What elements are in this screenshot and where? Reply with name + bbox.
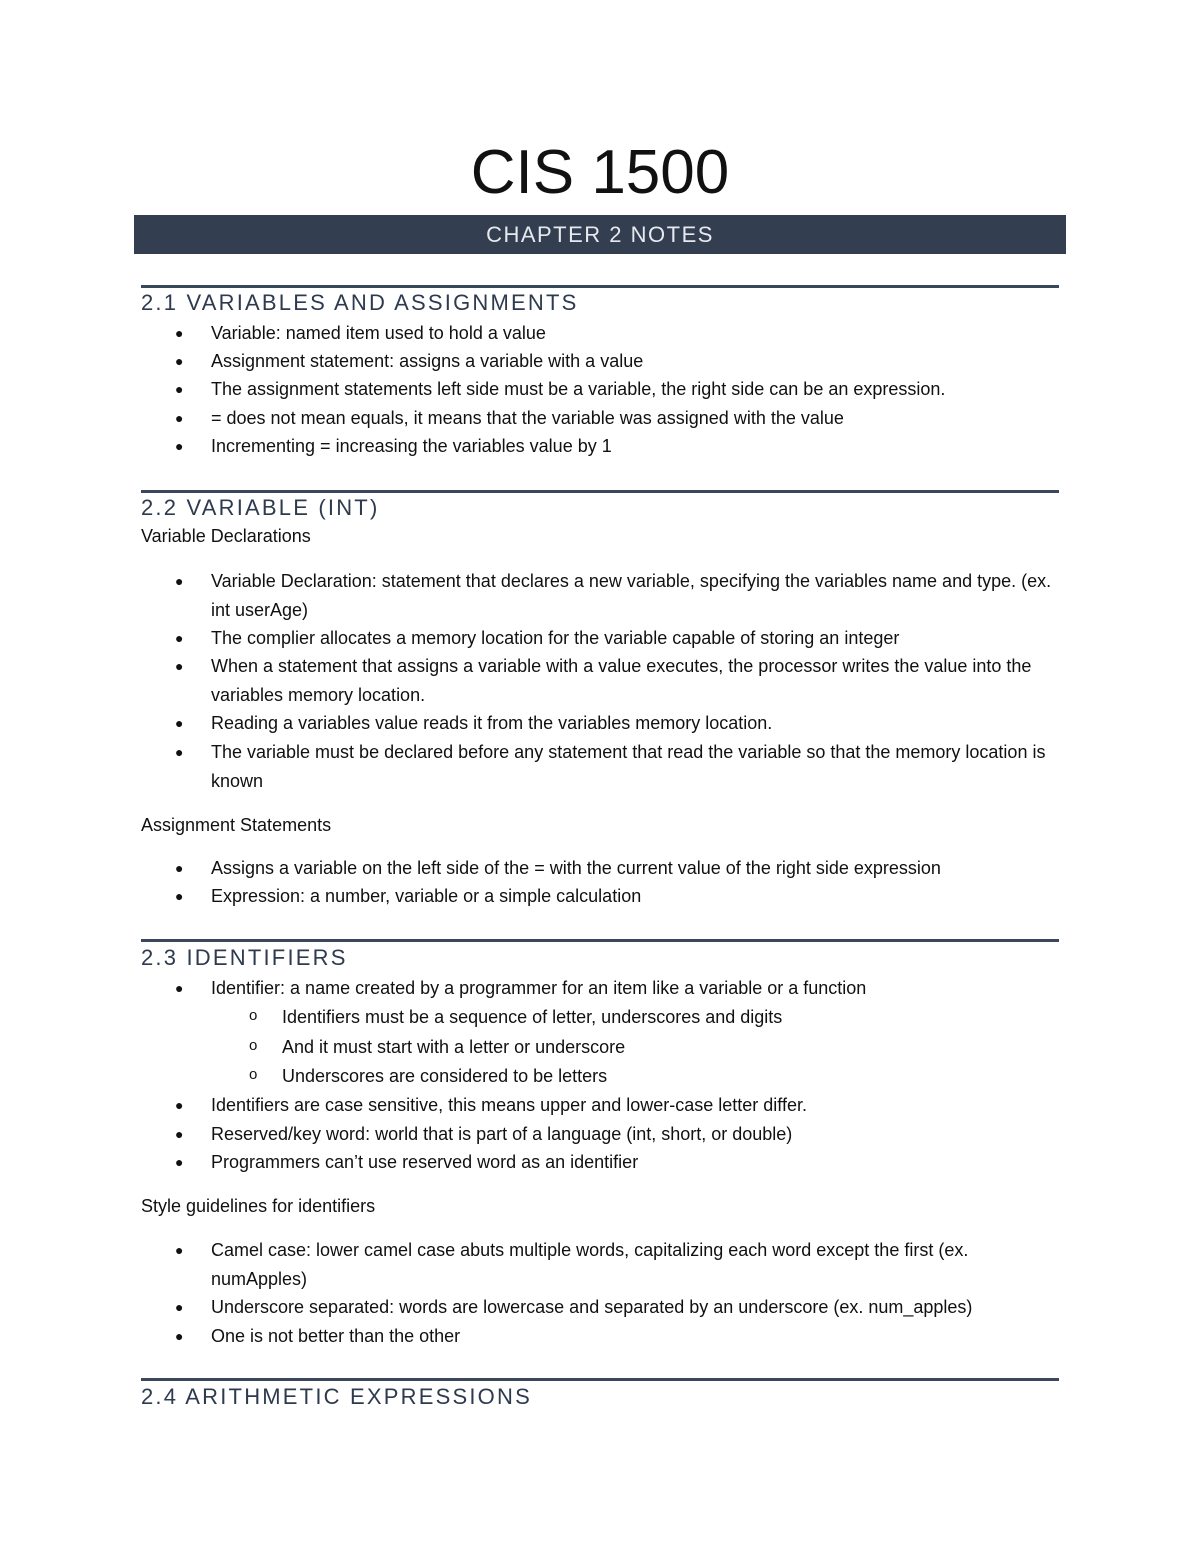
- subheading-variable-declarations: Variable Declarations: [141, 526, 311, 546]
- list-item: The variable must be declared before any statement that read the variable so that the memory location is known: [211, 742, 1046, 791]
- sub-list-item: And it must start with a letter or underscore: [282, 1037, 626, 1057]
- section-divider: [141, 490, 1059, 493]
- list-item: Assignment statement: assigns a variable with a value: [211, 351, 644, 371]
- bullet-icon: ●: [175, 1154, 184, 1170]
- list-item: One is not better than the other: [211, 1326, 461, 1346]
- list-item: Underscore separated: words are lowercase and separated by an underscore (ex. num_apples): [211, 1297, 973, 1317]
- list-item: Reserved/key word: world that is part of a language (int, short, or double): [211, 1124, 793, 1144]
- document-title: CIS 1500: [470, 138, 730, 207]
- bullet-icon: ●: [175, 1126, 184, 1142]
- section-divider: [141, 939, 1059, 942]
- subheading-style-guidelines: Style guidelines for identifiers: [141, 1196, 376, 1216]
- list-item: Programmers can’t use reserved word as an identifier: [211, 1152, 639, 1172]
- chapter-subtitle-bar: [134, 215, 1066, 254]
- list-item: Camel case: lower camel case abuts multiple words, capitalizing each word except the first (ex. numApples): [211, 1240, 969, 1289]
- list-item: Identifiers are case sensitive, this means upper and lower-case letter differ.: [211, 1095, 807, 1115]
- list-item: Assigns a variable on the left side of the = with the current value of the right side expression: [211, 858, 941, 878]
- bullet-icon: ●: [175, 658, 184, 674]
- bullet-icon: ●: [175, 410, 184, 426]
- bullet-icon: ●: [175, 1242, 184, 1258]
- bullet-icon: ●: [175, 888, 184, 904]
- list-item: = does not mean equals, it means that the variable was assigned with the value: [211, 408, 844, 428]
- section-heading-2-1: 2.1 VARIABLES AND ASSIGNMENTS: [141, 290, 579, 315]
- section-divider: [141, 285, 1059, 288]
- bullet-icon: ●: [175, 325, 184, 341]
- sub-list-item: Identifiers must be a sequence of letter, underscores and digits: [282, 1007, 783, 1027]
- bullet-icon: ●: [175, 744, 184, 760]
- bullet-icon: ●: [175, 381, 184, 397]
- bullet-icon: ●: [175, 630, 184, 646]
- bullet-icon: ●: [175, 353, 184, 369]
- list-item: When a statement that assigns a variable with a value executes, the processor writes the value into the variables memory location.: [211, 656, 1032, 705]
- bullet-icon: ●: [175, 860, 184, 876]
- section-heading-2-3: 2.3 IDENTIFIERS: [141, 945, 348, 970]
- list-item: Variable: named item used to hold a value: [211, 323, 546, 343]
- bullet-icon: ●: [175, 1328, 184, 1344]
- bullet-icon: ●: [175, 715, 184, 731]
- list-item: The assignment statements left side must be a variable, the right side can be an expression.: [211, 379, 946, 399]
- section-divider: [141, 1378, 1059, 1381]
- sub-bullet-icon: o: [249, 1066, 258, 1083]
- chapter-subtitle: CHAPTER 2 NOTES: [486, 221, 714, 247]
- list-item: Variable Declaration: statement that declares a new variable, specifying the variables name and type. (ex. int userAge): [211, 571, 1052, 620]
- bullet-icon: ●: [175, 438, 184, 454]
- bullet-icon: ●: [175, 1299, 184, 1315]
- sub-bullet-icon: o: [249, 1037, 258, 1054]
- list-item: Identifier: a name created by a programmer for an item like a variable or a function: [211, 978, 867, 998]
- list-item: Incrementing = increasing the variables value by 1: [211, 436, 612, 456]
- bullet-icon: ●: [175, 1097, 184, 1113]
- list-item: The complier allocates a memory location for the variable capable of storing an integer: [211, 628, 900, 648]
- bullet-icon: ●: [175, 980, 184, 996]
- list-item: Expression: a number, variable or a simple calculation: [211, 886, 642, 906]
- sub-list-item: Underscores are considered to be letters: [282, 1066, 608, 1086]
- sub-bullet-icon: o: [249, 1007, 258, 1024]
- section-heading-2-4: 2.4 ARITHMETIC EXPRESSIONS: [141, 1384, 532, 1409]
- section-heading-2-2: 2.2 VARIABLE (INT): [141, 495, 380, 520]
- list-item: Reading a variables value reads it from the variables memory location.: [211, 713, 773, 733]
- subheading-assignment-statements: Assignment Statements: [141, 815, 332, 835]
- bullet-icon: ●: [175, 573, 184, 589]
